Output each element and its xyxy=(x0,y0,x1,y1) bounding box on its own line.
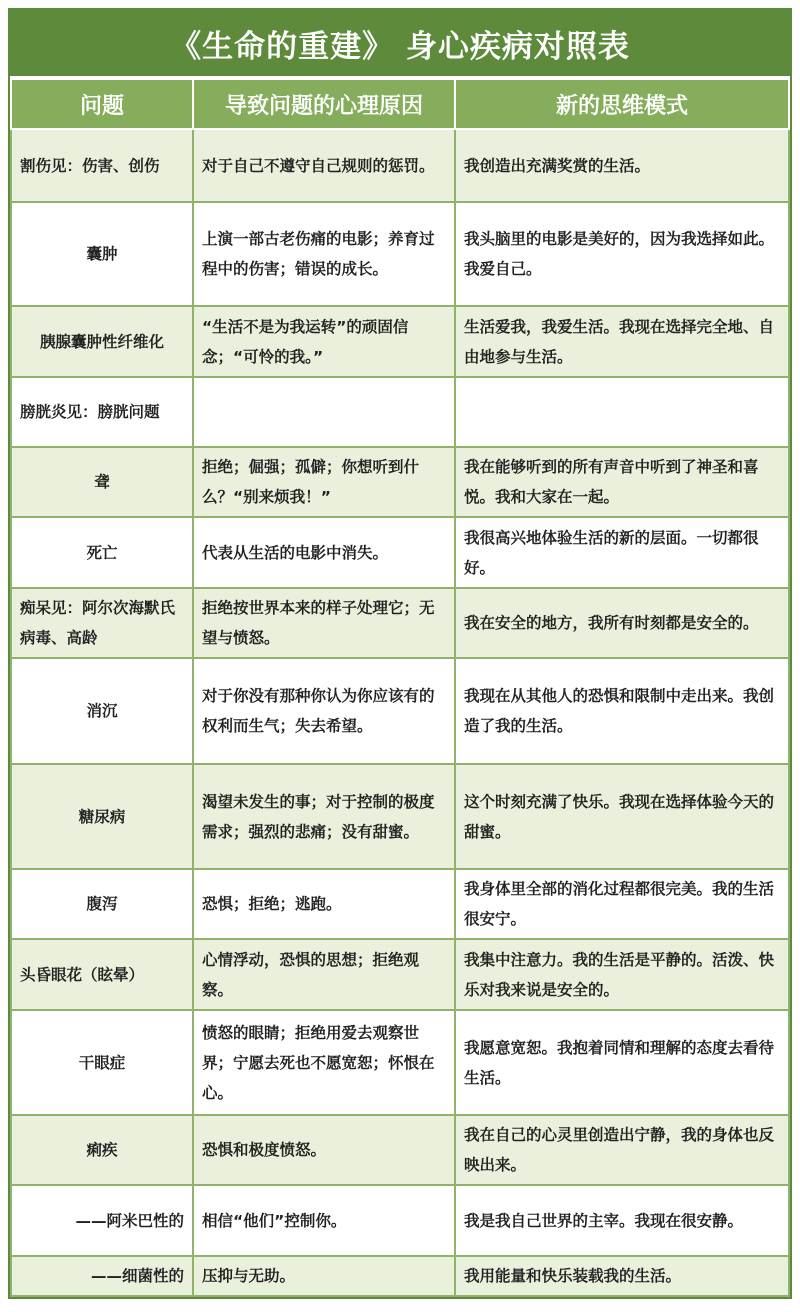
problem-cell: 干眼症 xyxy=(11,1010,193,1115)
table-row xyxy=(11,939,789,1010)
header-cause: 导致问题的心理原因 xyxy=(193,79,455,129)
cause-cell: 拒绝；倔强；孤僻；你想听到什么？“别来烦我！” xyxy=(193,447,455,517)
problem-cell: ——细菌性的 xyxy=(11,1256,193,1296)
table-row xyxy=(11,1256,789,1296)
table-row xyxy=(11,306,789,377)
header-problem: 问题 xyxy=(11,79,193,129)
problem-cell: 痴呆见：阿尔次海默氏病毒、高龄 xyxy=(11,588,193,658)
table-row xyxy=(11,1010,789,1115)
table-row xyxy=(11,1115,789,1185)
problem-cell: 腹泻 xyxy=(11,869,193,939)
table-row xyxy=(11,517,789,588)
cause-cell: 压抑与无助。 xyxy=(193,1256,455,1296)
cause-cell: 愤怒的眼睛；拒绝用爱去观察世界；宁愿去死也不愿宽恕；怀恨在心。 xyxy=(193,1010,455,1115)
pattern-cell: 我在安全的地方，我所有时刻都是安全的。 xyxy=(455,588,789,658)
problem-cell: 消沉 xyxy=(11,658,193,764)
pattern-cell: 我愿意宽恕。我抱着同情和理解的态度去看待生活。 xyxy=(455,1010,789,1115)
pattern-cell: 我创造出充满奖赏的生活。 xyxy=(455,129,789,202)
problem-cell: 头昏眼花（眩晕） xyxy=(11,939,193,1010)
pattern-cell: 我身体里全部的消化过程都很完美。我的生活很安宁。 xyxy=(455,869,789,939)
comparison-table xyxy=(10,78,790,1297)
table-row xyxy=(11,202,789,306)
table-row xyxy=(11,869,789,939)
table-row xyxy=(11,129,789,202)
problem-cell: ——阿米巴性的 xyxy=(11,1185,193,1256)
table-row xyxy=(11,447,789,517)
problem-cell: 死亡 xyxy=(11,517,193,588)
problem-cell: 囊肿 xyxy=(11,202,193,306)
table-row xyxy=(11,377,789,447)
cause-cell: 恐惧和极度愤怒。 xyxy=(193,1115,455,1185)
pattern-cell: 我现在从其他人的恐惧和限制中走出来。我创造了我的生活。 xyxy=(455,658,789,764)
cause-cell: 拒绝按世界本来的样子处理它；无望与愤怒。 xyxy=(193,588,455,658)
cause-cell: 上演一部古老伤痛的电影；养育过程中的伤害；错误的成长。 xyxy=(193,202,455,306)
cause-cell: 对于自己不遵守自己规则的惩罚。 xyxy=(193,129,455,202)
problem-cell: 聋 xyxy=(11,447,193,517)
pattern-cell: 这个时刻充满了快乐。我现在选择体验今天的甜蜜。 xyxy=(455,764,789,869)
problem-cell: 割伤见：伤害、创伤 xyxy=(11,129,193,202)
cause-cell xyxy=(193,377,455,447)
cause-cell: 对于你没有那种你认为你应该有的权利而生气；失去希望。 xyxy=(193,658,455,764)
pattern-cell: 我在自己的心灵里创造出宁静，我的身体也反映出来。 xyxy=(455,1115,789,1185)
chart-frame xyxy=(8,8,792,1299)
problem-cell: 痢疾 xyxy=(11,1115,193,1185)
pattern-cell: 我很高兴地体验生活的新的层面。一切都很好。 xyxy=(455,517,789,588)
pattern-cell: 我集中注意力。我的生活是平静的。活泼、快乐对我来说是安全的。 xyxy=(455,939,789,1010)
cause-cell: “生活不是为我运转”的顽固信念；“可怜的我。” xyxy=(193,306,455,377)
header-pattern: 新的思维模式 xyxy=(455,79,789,129)
problem-cell: 胰腺囊肿性纤维化 xyxy=(11,306,193,377)
cause-cell: 心情浮动，恐惧的思想；拒绝观察。 xyxy=(193,939,455,1010)
cause-cell: 渴望未发生的事；对于控制的极度需求；强烈的悲痛；没有甜蜜。 xyxy=(193,764,455,869)
pattern-cell: 我用能量和快乐装载我的生活。 xyxy=(455,1256,789,1296)
pattern-cell: 我头脑里的电影是美好的，因为我选择如此。我爱自己。 xyxy=(455,202,789,306)
pattern-cell: 生活爱我，我爱生活。我现在选择完全地、自由地参与生活。 xyxy=(455,306,789,377)
problem-cell: 膀胱炎见：膀胱问题 xyxy=(11,377,193,447)
cause-cell: 代表从生活的电影中消失。 xyxy=(193,517,455,588)
cause-cell: 恐惧；拒绝；逃跑。 xyxy=(193,869,455,939)
page-title: 《生命的重建》 身心疾病对照表 xyxy=(10,10,790,78)
pattern-cell xyxy=(455,377,789,447)
table-row xyxy=(11,764,789,869)
table-header-row xyxy=(11,79,789,129)
table-row xyxy=(11,658,789,764)
cause-cell: 相信“他们”控制你。 xyxy=(193,1185,455,1256)
table-row xyxy=(11,1185,789,1256)
problem-cell: 糖尿病 xyxy=(11,764,193,869)
pattern-cell: 我是我自己世界的主宰。我现在很安静。 xyxy=(455,1185,789,1256)
table-row xyxy=(11,588,789,658)
pattern-cell: 我在能够听到的所有声音中听到了神圣和喜悦。我和大家在一起。 xyxy=(455,447,789,517)
